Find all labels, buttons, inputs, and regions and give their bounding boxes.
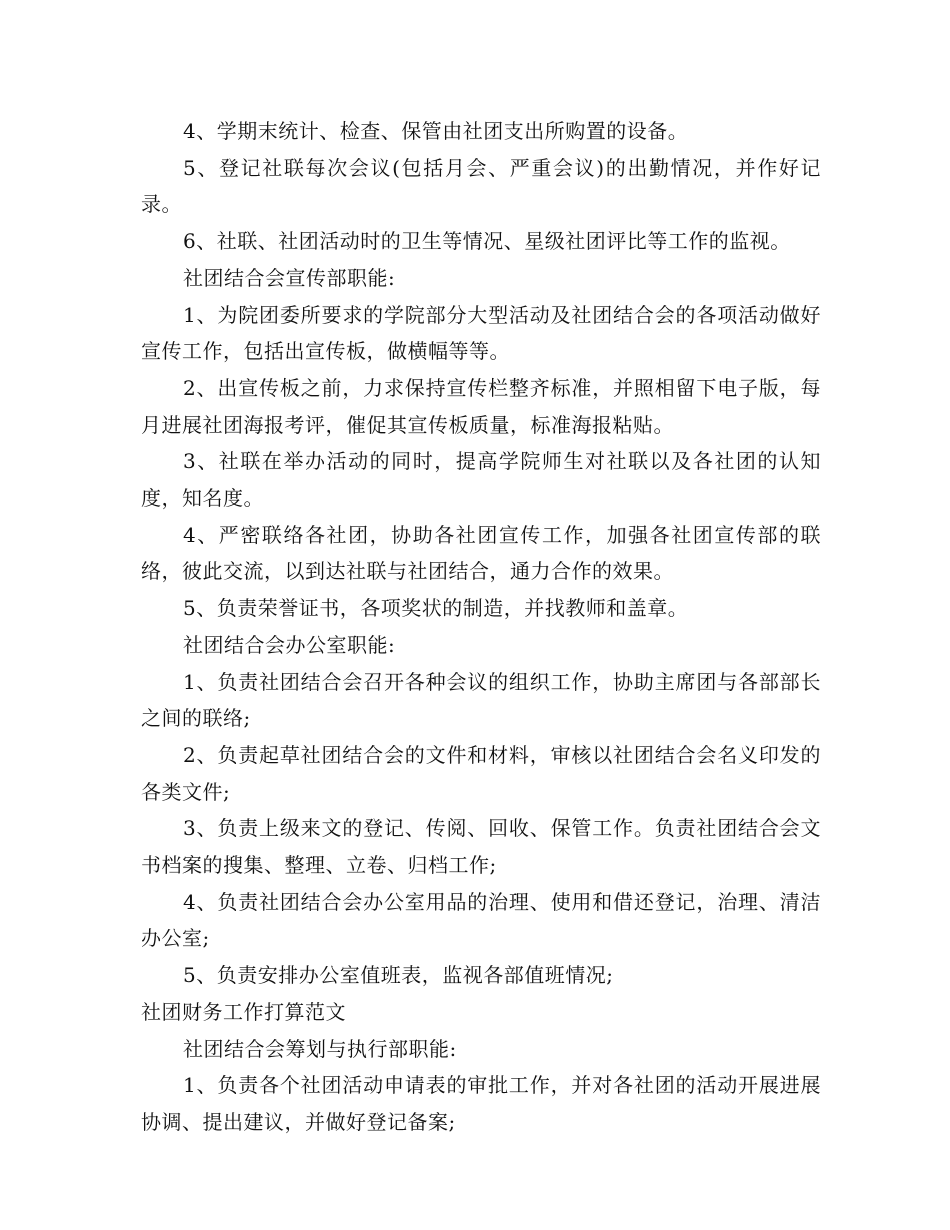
section-heading: 社团结合会筹划与执行部职能: xyxy=(183,1036,457,1061)
paragraph: 5、登记社联每次会议(包括月会、严重会议)的出勤情况，并作好记录。 xyxy=(141,155,821,217)
paragraph: 3、负责上级来文的登记、传阅、回收、保管工作。负责社团结合会文书档案的搜集、整理、立卷、归档工作; xyxy=(141,816,821,878)
paragraph: 4、负责社团结合会办公室用品的治理、使用和借还登记，治理、清洁办公室; xyxy=(141,889,821,951)
paragraph: 3、社联在举办活动的同时，提高学院师生对社联以及各社团的认知度，知名度。 xyxy=(141,449,821,511)
paragraph: 1、负责各个社团活动申请表的审批工作，并对各社团的活动开展进展协调、提出建议，并做好登记备案; xyxy=(141,1073,821,1134)
section-heading: 社团结合会办公室职能: xyxy=(183,632,396,657)
paragraph: 4、严密联络各社团，协助各社团宣传工作，加强各社团宣传部的联络，彼此交流，以到达社联与社团结合，通力合作的效果。 xyxy=(141,522,821,584)
paragraph: 1、为院团委所要求的学院部分大型活动及社团结合会的各项活动做好宣传工作，包括出宣传板，做横幅等等。 xyxy=(141,302,821,364)
section-heading: 社团结合会宣传部职能: xyxy=(183,265,396,290)
paragraph: 1、负责社团结合会召开各种会议的组织工作，协助主席团与各部部长之间的联络; xyxy=(141,669,821,731)
paragraph: 6、社联、社团活动时的卫生等情况、星级社团评比等工作的监视。 xyxy=(183,229,791,254)
inline-title: 社团财务工作打算范文 xyxy=(141,999,346,1024)
paragraph: 2、负责起草社团结合会的文件和材料，审核以社团结合会名义印发的各类文件; xyxy=(141,742,821,804)
paragraph: 2、出宣传板之前，力求保持宣传栏整齐标准，并照相留下电子版，每月进展社团海报考评，催促其宣传板质量，标准海报粘贴。 xyxy=(141,375,821,437)
document-body xyxy=(141,113,821,1141)
paragraph: 5、负责安排办公室值班表，监视各部值班情况; xyxy=(183,963,614,988)
paragraph: 4、学期末统计、检查、保管由社团支出所购置的设备。 xyxy=(183,119,689,143)
paragraph: 5、负责荣誉证书，各项奖状的制造，并找教师和盖章。 xyxy=(183,596,689,621)
